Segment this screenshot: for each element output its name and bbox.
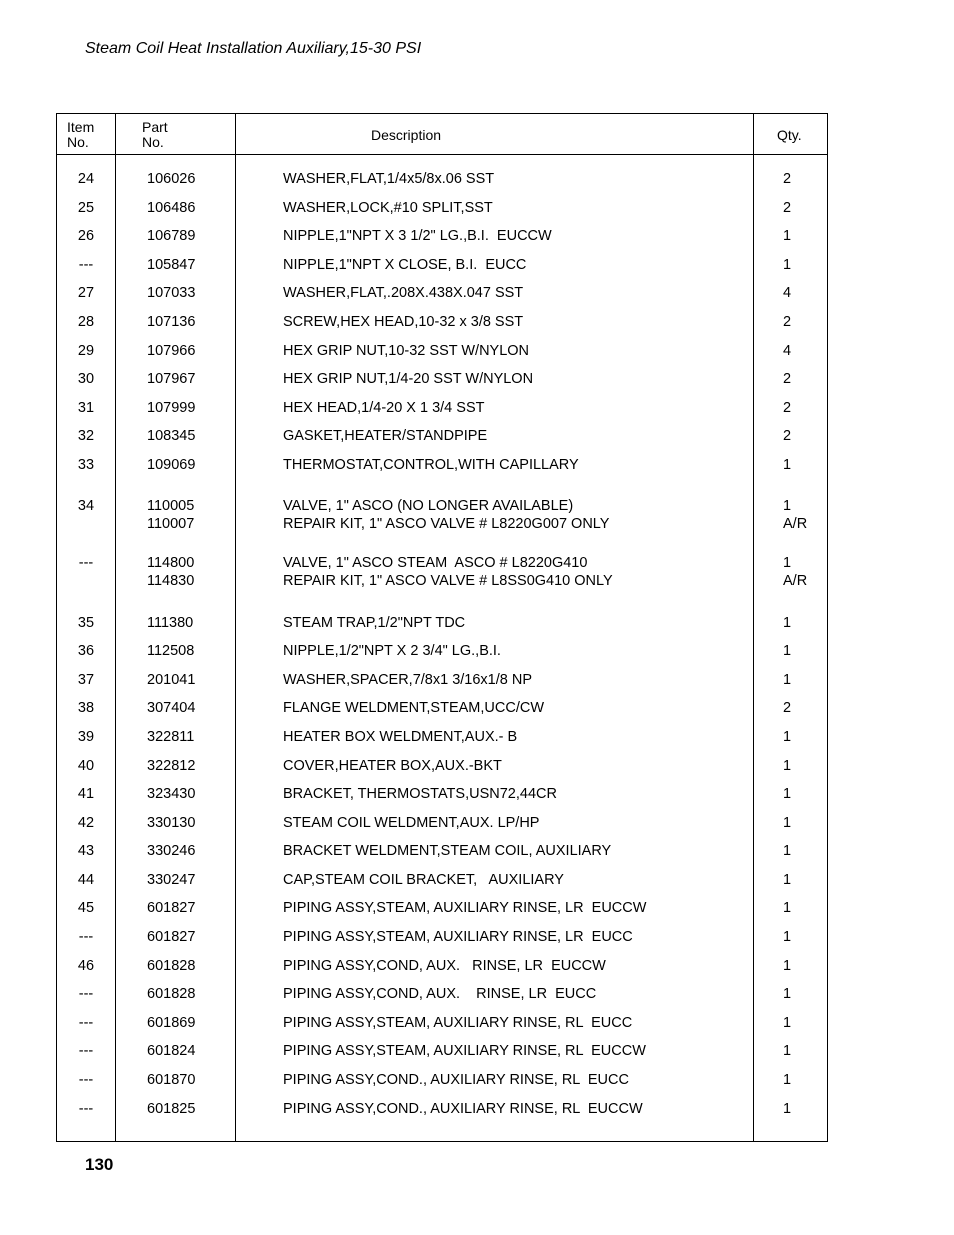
quantity: 1 [783,671,792,688]
item-number: 44 [77,871,95,888]
table-row [57,757,827,786]
description: HEX HEAD,1/4-20 X 1 3/4 SST [283,399,485,416]
description: WASHER,LOCK,#10 SPLIT,SST [283,199,493,216]
item-number: 41 [77,786,95,803]
part-number: 108345 [147,428,196,445]
part-number: 601828 [147,986,196,1003]
part-number: 112508 [147,643,195,660]
part-number: 111380 [147,614,194,631]
quantity: 1 [783,900,792,917]
description: PIPING ASSY,COND., AUXILIARY RINSE, RL EUCC [283,1072,629,1089]
table-row [57,399,827,428]
part-number: 601869 [147,1014,196,1031]
table-row [57,842,827,871]
item-number: 46 [77,957,95,974]
table-row [57,1014,827,1043]
part-number: 106486 [147,199,196,216]
quantity: 1 [783,814,792,831]
quantity: 1 [783,871,792,888]
description: SCREW,HEX HEAD,10-32 x 3/8 SST [283,313,524,330]
part-number: 109069 [147,456,196,473]
quantity: 2 [783,313,792,330]
item-number: 28 [77,313,95,330]
description: HEX GRIP NUT,1/4-20 SST W/NYLON [283,371,534,388]
part-number: 322811 [147,728,195,745]
quantity: 2 [783,428,792,445]
quantity: 1 A/R [783,497,808,532]
table-row [57,957,827,986]
table-row [57,928,827,957]
table-row [57,199,827,228]
part-number: 601824 [147,1043,196,1060]
item-number: 36 [77,643,95,660]
description: PIPING ASSY,COND, AUX. RINSE, LR EUCCW [283,957,606,974]
quantity: 1 [783,728,792,745]
header-item-no [67,120,94,150]
quantity: 1 [783,929,792,946]
table-row [57,427,827,456]
quantity: 2 [783,371,792,388]
item-number: 32 [77,428,95,445]
table-row [57,699,827,728]
item-number: 38 [77,700,95,717]
part-number: 107966 [147,342,196,359]
quantity: 4 [783,285,792,302]
quantity: 1 [783,643,792,660]
description: FLANGE WELDMENT,STEAM,UCC/CW [283,700,545,717]
part-number: 107967 [147,371,196,388]
header-divider [57,154,827,155]
item-number: 24 [77,171,95,187]
quantity: 1 [783,456,792,473]
part-number: 106026 [147,171,196,187]
table-row [57,985,827,1014]
table-row [57,642,827,671]
item-number: --- [78,554,94,571]
quantity: 4 [783,342,792,359]
description: PIPING ASSY,STEAM, AUXILIARY RINSE, LR EUCC [283,929,633,946]
description: VALVE, 1" ASCO (NO LONGER AVAILABLE) REPAIR KIT, 1" ASCO VALVE # L8220G007 ONLY [283,497,610,532]
quantity: 1 [783,986,792,1003]
table-row [57,785,827,814]
quantity: 1 A/R [783,554,808,589]
description: STEAM COIL WELDMENT,AUX. LP/HP [283,814,540,831]
part-number: 107999 [147,399,196,416]
description: COVER,HEATER BOX,AUX.-BKT [283,757,502,774]
part-number: 307404 [147,700,196,717]
part-number: 330130 [147,814,196,831]
part-number: 601825 [147,1100,196,1117]
page-number: 130 [85,1155,114,1174]
table-row [57,227,827,256]
item-number: 26 [77,228,95,245]
item-number: 34 [77,497,95,514]
part-number: 323430 [147,786,196,803]
part-number: 107136 [147,313,196,330]
item-number: 43 [77,843,95,860]
table-row [57,899,827,928]
description: WASHER,FLAT,1/4x5/8x.06 SST [283,171,495,187]
part-number: 601827 [147,900,196,917]
item-number: 31 [77,399,95,416]
item-number: --- [78,1043,94,1060]
description: CAP,STEAM COIL BRACKET, AUXILIARY [283,871,564,888]
item-number: 33 [77,456,95,473]
item-number: --- [78,929,94,946]
description: PIPING ASSY,STEAM, AUXILIARY RINSE, RL EUCCW [283,1043,646,1060]
description: PIPING ASSY,COND., AUXILIARY RINSE, RL EUCCW [283,1100,643,1117]
table-row [57,814,827,843]
table-row [57,554,827,611]
quantity: 1 [783,757,792,774]
item-number: 40 [77,757,95,774]
description: HEX GRIP NUT,10-32 SST W/NYLON [283,342,530,359]
description: THERMOSTAT,CONTROL,WITH CAPILLARY [283,456,579,473]
quantity: 2 [783,199,792,216]
quantity: 1 [783,1100,792,1117]
item-number: --- [78,986,94,1003]
description: BRACKET, THERMOSTATS,USN72,44CR [283,786,557,803]
description: BRACKET WELDMENT,STEAM COIL, AUXILIARY [283,843,612,860]
part-number: 330247 [147,871,196,888]
part-number: 601827 [147,929,196,946]
description: PIPING ASSY,STEAM, AUXILIARY RINSE, RL EUCC [283,1014,633,1031]
description: HEATER BOX WELDMENT,AUX.- B [283,728,518,745]
description: NIPPLE,1"NPT X CLOSE, B.I. EUCC [283,256,527,273]
table-row [57,256,827,285]
table-row [57,1071,827,1100]
item-number: --- [78,1014,94,1031]
header-part-line2: No. [142,134,164,150]
table-row [57,284,827,313]
quantity: 1 [783,843,792,860]
description: NIPPLE,1/2"NPT X 2 3/4" LG.,B.I. [283,643,501,660]
part-number: 106789 [147,228,196,245]
table-row [57,170,827,199]
description: PIPING ASSY,COND, AUX. RINSE, LR EUCC [283,986,597,1003]
quantity: 1 [783,228,792,245]
quantity: 1 [783,1072,792,1089]
item-number: --- [78,256,94,273]
quantity: 2 [783,399,792,416]
part-number: 322812 [147,757,196,774]
header-description: Description [371,127,442,143]
table-row [57,728,827,757]
table-row [57,342,827,371]
table-row [57,1042,827,1071]
header-part-line1: Part [142,119,168,135]
description: NIPPLE,1"NPT X 3 1/2" LG.,B.I. EUCCW [283,228,552,245]
part-number: 114800 114830 [147,554,195,589]
item-number: 27 [77,285,95,302]
item-number: 42 [77,814,95,831]
part-number: 601828 [147,957,196,974]
description: GASKET,HEATER/STANDPIPE [283,428,488,445]
item-number: 45 [77,900,95,917]
quantity: 1 [783,256,792,273]
item-number: --- [78,1072,94,1089]
part-number: 601870 [147,1072,196,1089]
item-number: --- [78,1100,94,1117]
description: WASHER,FLAT,.208X.438X.047 SST [283,285,524,302]
item-number: 25 [77,199,95,216]
quantity: 1 [783,614,792,631]
part-number: 201041 [147,671,196,688]
table-row [57,313,827,342]
header-part-no [142,120,168,150]
table-row [57,497,827,554]
description: WASHER,SPACER,7/8x1 3/16x1/8 NP [283,671,533,688]
description: VALVE, 1" ASCO STEAM ASCO # L8220G410 REPAIR KIT, 1" ASCO VALVE # L8SS0G410 ONLY [283,554,613,589]
item-number: 39 [77,728,95,745]
part-number: 107033 [147,285,196,302]
table-row [57,671,827,700]
quantity: 2 [783,700,792,717]
header-qty: Qty. [777,127,802,143]
table-row [57,614,827,643]
part-number: 110005 110007 [147,497,195,532]
quantity: 1 [783,786,792,803]
header-item-line1: Item [67,119,95,135]
quantity: 1 [783,957,792,974]
item-number: 35 [77,614,95,631]
table-row [57,370,827,399]
item-number: 37 [77,671,95,688]
parts-rows [57,170,827,1128]
part-number: 330246 [147,843,196,860]
quantity: 1 [783,1014,792,1031]
header-item-line2: No. [67,134,89,150]
part-number: 105847 [147,256,196,273]
item-number: 29 [77,342,95,359]
description: STEAM TRAP,1/2"NPT TDC [283,614,466,631]
quantity: 1 [783,1043,792,1060]
item-number: 30 [77,371,95,388]
table-row [57,1100,827,1129]
parts-table [56,113,828,1142]
page-title: Steam Coil Heat Installation Auxiliary,15-30 PSI [85,40,422,57]
table-row [57,456,827,485]
description: PIPING ASSY,STEAM, AUXILIARY RINSE, LR EUCCW [283,900,647,917]
quantity: 2 [783,171,792,187]
table-row [57,871,827,900]
